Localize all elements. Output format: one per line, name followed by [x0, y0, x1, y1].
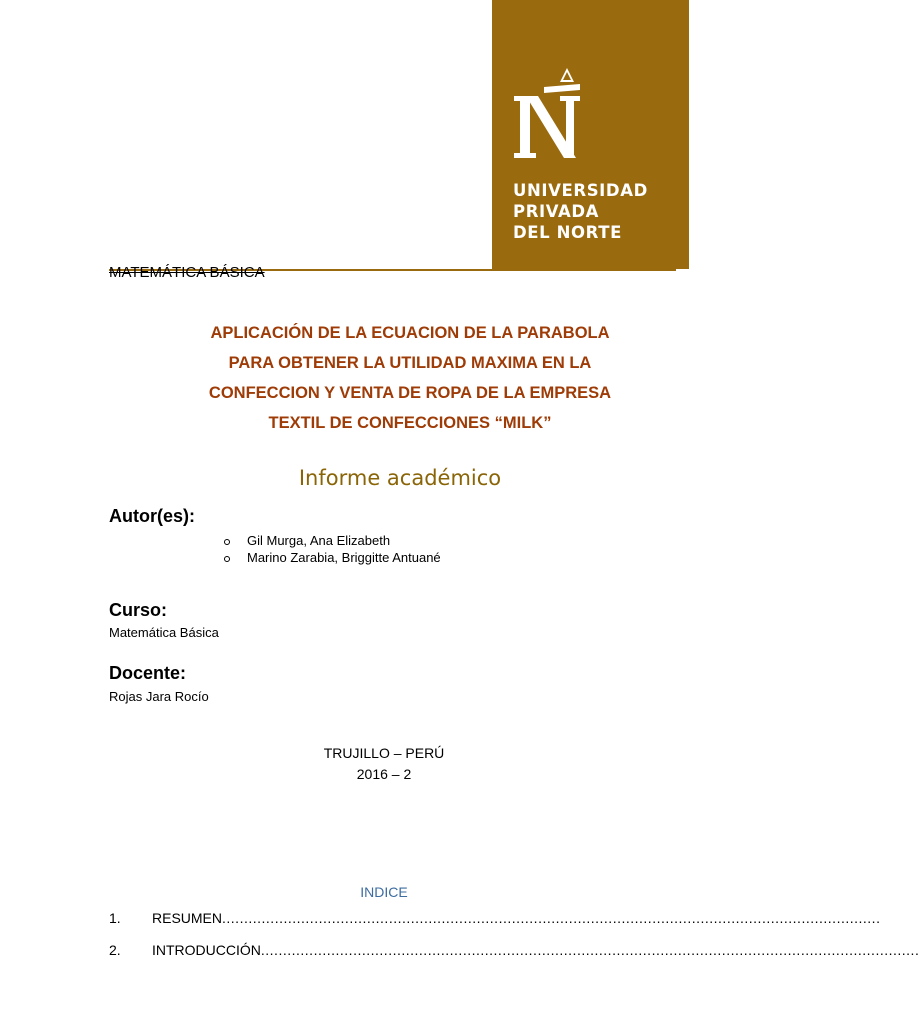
location: TRUJILLO – PERÚ	[323, 745, 445, 761]
authors-heading: Autor(es):	[109, 506, 195, 526]
period: 2016 – 2	[356, 766, 412, 782]
teacher-value: Rojas Jara Rocío	[109, 689, 209, 704]
logo-line: UNIVERSIDAD	[513, 181, 648, 200]
unp-n-icon	[514, 60, 586, 164]
teacher-heading: Docente:	[109, 663, 187, 683]
toc-label: INTRODUCCIÓN	[152, 942, 261, 958]
university-name	[513, 180, 683, 243]
university-logo	[492, 0, 689, 269]
toc-label: RESUMEN	[152, 910, 223, 926]
toc-leader: ......................................................................................................................................................	[260, 942, 919, 958]
toc-entry[interactable]	[109, 942, 919, 958]
course-header: MATEMÁTICA BÁSICA	[109, 264, 265, 281]
toc-number: 1.	[109, 910, 121, 926]
author-name: Gil Murga, Ana Elizabeth	[247, 533, 391, 548]
author-name: Marino Zarabia, Briggitte Antuané	[247, 550, 441, 565]
title-line: PARA OBTENER LA UTILIDAD MAXIMA EN LA	[228, 354, 592, 372]
course-heading: Curso:	[109, 600, 167, 620]
course-value: Matemática Básica	[109, 625, 219, 640]
author-list	[224, 532, 441, 566]
report-subtitle: Informe académico	[298, 466, 502, 490]
logo-line: PRIVADA	[513, 202, 600, 221]
title-line: TEXTIL DE CONFECCIONES “MILK”	[268, 414, 552, 432]
index-heading: INDICE	[360, 884, 408, 900]
list-item	[224, 532, 441, 549]
bullet-icon	[224, 539, 230, 545]
bullet-icon	[224, 556, 230, 562]
toc-number: 2.	[109, 942, 121, 958]
list-item	[224, 549, 441, 566]
title-line: APLICACIÓN DE LA ECUACION DE LA PARABOLA	[210, 324, 610, 342]
report-title	[150, 318, 670, 438]
toc-entry[interactable]	[109, 910, 881, 926]
logo-line: DEL NORTE	[513, 223, 622, 242]
title-line: CONFECCION Y VENTA DE ROPA DE LA EMPRESA	[208, 384, 612, 402]
toc-leader: ......................................................................................................................................................	[222, 910, 881, 926]
